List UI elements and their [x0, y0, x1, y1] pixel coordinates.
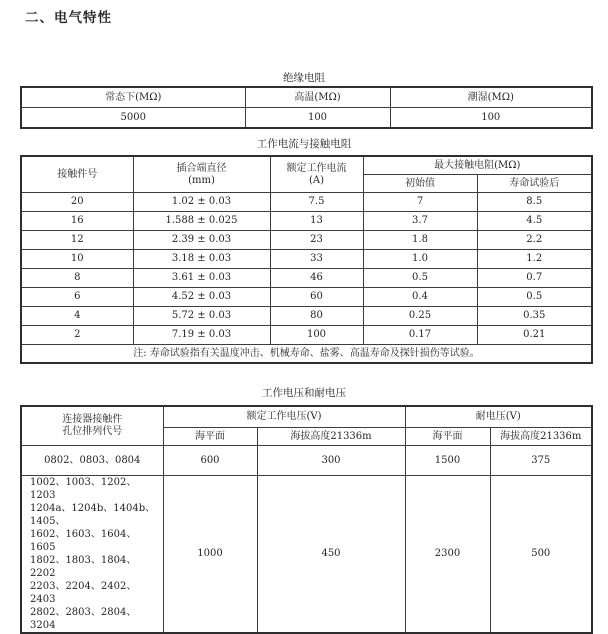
table-cell: 0.17: [363, 326, 477, 345]
table-cell: 1.588 ± 0.025: [133, 212, 270, 231]
current-table: [20, 155, 593, 364]
table-cell: 7.19 ± 0.03: [133, 326, 270, 345]
table-row: [21, 269, 592, 288]
table-cell: 1.2: [477, 250, 592, 269]
insulation-table: [20, 86, 593, 129]
table-row: [21, 231, 592, 250]
table-row: [21, 250, 592, 269]
table-row: [21, 193, 592, 212]
code-column-header: [21, 406, 163, 446]
table-row: [21, 326, 592, 345]
table-cell: 4.52 ± 0.03: [133, 288, 270, 307]
table-cell: 0.35: [477, 307, 592, 326]
high-temp-value: 100: [245, 108, 390, 129]
voltage-row-1: [21, 446, 592, 476]
value-cell: 375: [490, 446, 592, 476]
withstand-sea-level-header: 海平面: [405, 428, 490, 446]
table-row: [21, 288, 592, 307]
table-row: [21, 307, 592, 326]
table-cell: 1.8: [363, 231, 477, 250]
table-cell: 46: [270, 269, 363, 288]
table-cell: 4.5: [477, 212, 592, 231]
table-row: [21, 212, 592, 231]
rated-current-header-line1: 额定工作电流: [286, 162, 347, 174]
table-cell: 5.72 ± 0.03: [133, 307, 270, 326]
rated-current-header: [270, 156, 363, 193]
table-cell: 33: [270, 250, 363, 269]
code-line: 0802、0803、0804: [44, 454, 141, 466]
document-title: 二、电气特性: [25, 10, 112, 26]
table-cell: 2: [21, 326, 133, 345]
table-cell: 80: [270, 307, 363, 326]
table-cell: 7.5: [270, 193, 363, 212]
table-cell: 100: [270, 326, 363, 345]
after-life-header: 寿命试验后: [477, 175, 592, 193]
table-cell: 16: [21, 212, 133, 231]
diameter-header-line2: (mm): [188, 174, 215, 186]
normal-condition-value: 5000: [21, 108, 245, 129]
table-cell: 13: [270, 212, 363, 231]
value-cell: 2300: [405, 476, 490, 634]
diameter-header-line1: 插合端直径: [176, 162, 227, 174]
insulation-section-title: 绝缘电阻: [283, 72, 325, 84]
code-cell: [21, 476, 163, 634]
table-cell: 6: [21, 288, 133, 307]
table-cell: 0.7: [477, 269, 592, 288]
code-line: 1002、1003、1202、1203: [30, 477, 137, 501]
insulation-value-row: [21, 108, 592, 129]
table-cell: 0.5: [363, 269, 477, 288]
working-sea-level-header: 海平面: [163, 428, 257, 446]
table-cell: 8.5: [477, 193, 592, 212]
table-cell: 1.02 ± 0.03: [133, 193, 270, 212]
code-line: 2802、2803、2804、3204: [30, 607, 137, 631]
table-cell: 2.39 ± 0.03: [133, 231, 270, 250]
table-cell: 4: [21, 307, 133, 326]
table-cell: 7: [363, 193, 477, 212]
current-section-title: 工作电流与接触电阻: [256, 138, 352, 150]
value-cell: 600: [163, 446, 257, 476]
working-voltage-header: 额定工作电压(V): [163, 406, 405, 428]
code-line: 1802、1803、1804、2202: [30, 555, 137, 579]
initial-value-header: 初始值: [363, 175, 477, 193]
humidity-header: 潮湿(MΩ): [390, 87, 592, 108]
code-column-header-line1: 连接器接触件: [62, 414, 123, 425]
table-cell: 20: [21, 193, 133, 212]
withstand-voltage-header: 耐电压(V): [405, 406, 592, 428]
value-cell: 500: [490, 476, 592, 634]
normal-condition-header: 常态下(MΩ): [21, 87, 245, 108]
withstand-altitude-header: 海拔高度21336m: [490, 428, 592, 446]
code-line: 1204a、1204b、1404b、1405、: [30, 503, 156, 527]
table-cell: 23: [270, 231, 363, 250]
table-cell: 12: [21, 231, 133, 250]
value-cell: 1500: [405, 446, 490, 476]
table-cell: 10: [21, 250, 133, 269]
current-table-body: [21, 193, 592, 345]
table-cell: 8: [21, 269, 133, 288]
code-line: 2203、2204、2402、2403: [30, 581, 137, 605]
voltage-row-2: [21, 476, 592, 634]
value-cell: 450: [257, 476, 405, 634]
table-cell: 0.25: [363, 307, 477, 326]
insulation-header-row: [21, 87, 592, 108]
table-cell: 1.0: [363, 250, 477, 269]
table-cell: 3.61 ± 0.03: [133, 269, 270, 288]
max-resistance-header: 最大接触电阻(MΩ): [363, 156, 592, 175]
diameter-header: [133, 156, 270, 193]
rated-current-header-line2: (A): [308, 174, 325, 186]
voltage-table: [20, 405, 593, 634]
humidity-value: 100: [390, 108, 592, 129]
high-temp-header: 高温(MΩ): [245, 87, 390, 108]
value-cell: 300: [257, 446, 405, 476]
working-altitude-header: 海拔高度21336m: [257, 428, 405, 446]
table-cell: 3.18 ± 0.03: [133, 250, 270, 269]
code-line: 1602、1603、1604、1605: [30, 529, 137, 553]
table-cell: 60: [270, 288, 363, 307]
code-cell: [21, 446, 163, 476]
current-header-row-1: [21, 156, 592, 175]
code-column-header-line2: 孔位排列代号: [62, 426, 123, 437]
voltage-section-title: 工作电压和耐电压: [262, 387, 346, 399]
table-cell: 0.5: [477, 288, 592, 307]
table-cell: 0.21: [477, 326, 592, 345]
table-cell: 0.4: [363, 288, 477, 307]
voltage-header-row-1: [21, 406, 592, 428]
table-cell: 2.2: [477, 231, 592, 250]
contact-number-header: 接触件号: [21, 156, 133, 193]
note-text: 注: 寿命试验指有关温度冲击、机械寿命、盐雾、高温寿命及探针损伤等试验。: [21, 345, 592, 364]
value-cell: 1000: [163, 476, 257, 634]
note-row: [21, 345, 592, 364]
table-cell: 3.7: [363, 212, 477, 231]
